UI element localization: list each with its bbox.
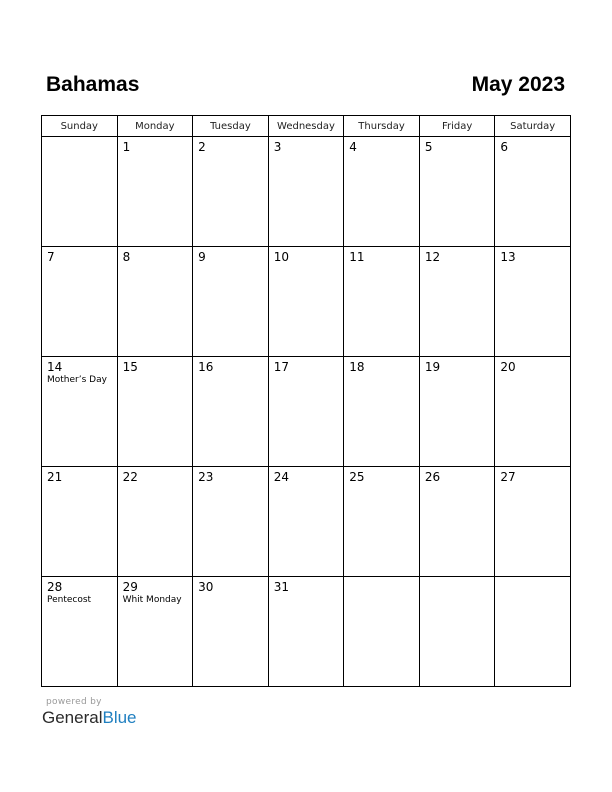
- holiday-label: [344, 484, 419, 485]
- week-row: [42, 577, 571, 687]
- weekday-header: Wednesday: [268, 116, 344, 137]
- day-cell: [268, 577, 344, 687]
- week-row: [42, 357, 571, 467]
- brand-general: General: [42, 708, 103, 727]
- day-number: 2: [198, 140, 206, 154]
- day-number: 22: [122, 470, 138, 484]
- holiday-label: [118, 374, 193, 375]
- holiday-label: [420, 580, 495, 581]
- holiday-label: [193, 154, 268, 155]
- holiday-label: [269, 154, 344, 155]
- day-cell: [117, 247, 193, 357]
- day-cell: [193, 247, 269, 357]
- month-title: May 2023: [471, 73, 565, 96]
- day-number: 3: [273, 140, 282, 154]
- holiday-label: Whit Monday: [122, 595, 182, 605]
- weekday-header: Friday: [419, 116, 495, 137]
- day-number: 23: [198, 470, 214, 484]
- day-number: 12: [424, 250, 441, 264]
- holiday-label: Pentecost: [47, 595, 92, 605]
- day-cell: [344, 357, 420, 467]
- day-cell: [419, 137, 495, 247]
- day-cell: [419, 357, 495, 467]
- country-title: Bahamas: [46, 73, 140, 96]
- holiday-label: [269, 594, 344, 595]
- holiday-label: [420, 374, 495, 375]
- day-number: 24: [273, 470, 289, 484]
- day-number: 5: [424, 140, 433, 154]
- day-number: 16: [198, 360, 214, 374]
- week-row: [42, 247, 571, 357]
- holiday-label: [495, 374, 570, 375]
- holiday-label: [420, 484, 495, 485]
- holiday-label: [118, 264, 193, 265]
- day-number: 9: [198, 250, 206, 264]
- holiday-label: [42, 484, 117, 485]
- holiday-label: [269, 484, 344, 485]
- day-number: 19: [424, 360, 441, 374]
- day-number: 8: [122, 250, 131, 264]
- day-number: 7: [47, 250, 55, 264]
- holiday-label: [495, 484, 570, 485]
- day-number: 4: [349, 140, 357, 154]
- day-cell: [42, 357, 118, 467]
- day-cell: [495, 467, 571, 577]
- day-cell: [117, 357, 193, 467]
- day-cell: [42, 137, 118, 247]
- day-number: 10: [273, 250, 289, 264]
- holiday-label: [344, 580, 419, 581]
- day-cell: [419, 467, 495, 577]
- holiday-label: [420, 154, 495, 155]
- holiday-label: [344, 264, 419, 265]
- day-number: 15: [122, 360, 138, 374]
- day-cell: [495, 137, 571, 247]
- holiday-label: [193, 264, 268, 265]
- day-number: 26: [424, 470, 441, 484]
- footer-branding: [42, 697, 137, 729]
- holiday-label: [495, 580, 570, 581]
- day-number: 29: [122, 580, 138, 594]
- day-cell: [117, 577, 193, 687]
- week-row: [42, 137, 571, 247]
- day-number: 20: [500, 360, 516, 374]
- week-row: [42, 467, 571, 577]
- day-cell: [193, 357, 269, 467]
- day-cell: [495, 247, 571, 357]
- holiday-label: [495, 154, 570, 155]
- holiday-label: [495, 264, 570, 265]
- day-number: 17: [273, 360, 289, 374]
- holiday-label: [193, 594, 268, 595]
- brand-logo: [42, 707, 137, 729]
- day-cell: [268, 247, 344, 357]
- day-cell: [193, 577, 269, 687]
- day-number: 11: [349, 250, 365, 264]
- calendar-grid: [41, 115, 571, 687]
- day-cell: [495, 577, 571, 687]
- day-number: 6: [500, 140, 509, 154]
- day-cell: [193, 467, 269, 577]
- weekday-header: Saturday: [495, 116, 571, 137]
- day-cell: [42, 577, 118, 687]
- day-cell: [344, 137, 420, 247]
- powered-by-text: powered by: [46, 697, 102, 707]
- day-number: 27: [500, 470, 516, 484]
- day-number: 21: [47, 470, 63, 484]
- weekday-header: Sunday: [42, 116, 118, 137]
- day-cell: [42, 467, 118, 577]
- day-number: 25: [349, 470, 365, 484]
- holiday-label: [193, 374, 268, 375]
- weekday-header: Tuesday: [193, 116, 269, 137]
- day-cell: [419, 247, 495, 357]
- day-cell: [268, 137, 344, 247]
- day-cell: [117, 467, 193, 577]
- holiday-label: [344, 374, 419, 375]
- holiday-label: [420, 264, 495, 265]
- holiday-label: [118, 154, 193, 155]
- day-number: 30: [198, 580, 214, 594]
- holiday-label: [42, 140, 117, 141]
- weekday-header: Monday: [117, 116, 193, 137]
- holiday-label: [193, 484, 268, 485]
- day-number: 31: [273, 580, 289, 594]
- holiday-label: [269, 264, 344, 265]
- day-number: 13: [500, 250, 516, 264]
- day-cell: [268, 467, 344, 577]
- weekday-header-row: [42, 116, 571, 137]
- weekday-header: Thursday: [344, 116, 420, 137]
- day-number: 1: [122, 140, 131, 154]
- day-cell: [117, 137, 193, 247]
- day-number: 14: [47, 360, 63, 374]
- day-cell: [495, 357, 571, 467]
- day-cell: [268, 357, 344, 467]
- brand-blue: Blue: [102, 708, 137, 727]
- day-cell: [419, 577, 495, 687]
- day-cell: [344, 247, 420, 357]
- day-cell: [344, 577, 420, 687]
- holiday-label: Mother’s Day: [47, 375, 107, 385]
- holiday-label: [118, 484, 193, 485]
- day-number: 18: [349, 360, 365, 374]
- holiday-label: [344, 154, 419, 155]
- holiday-label: [269, 374, 344, 375]
- day-cell: [193, 137, 269, 247]
- day-cell: [344, 467, 420, 577]
- holiday-label: [42, 264, 117, 265]
- day-cell: [42, 247, 118, 357]
- day-number: 28: [47, 580, 63, 594]
